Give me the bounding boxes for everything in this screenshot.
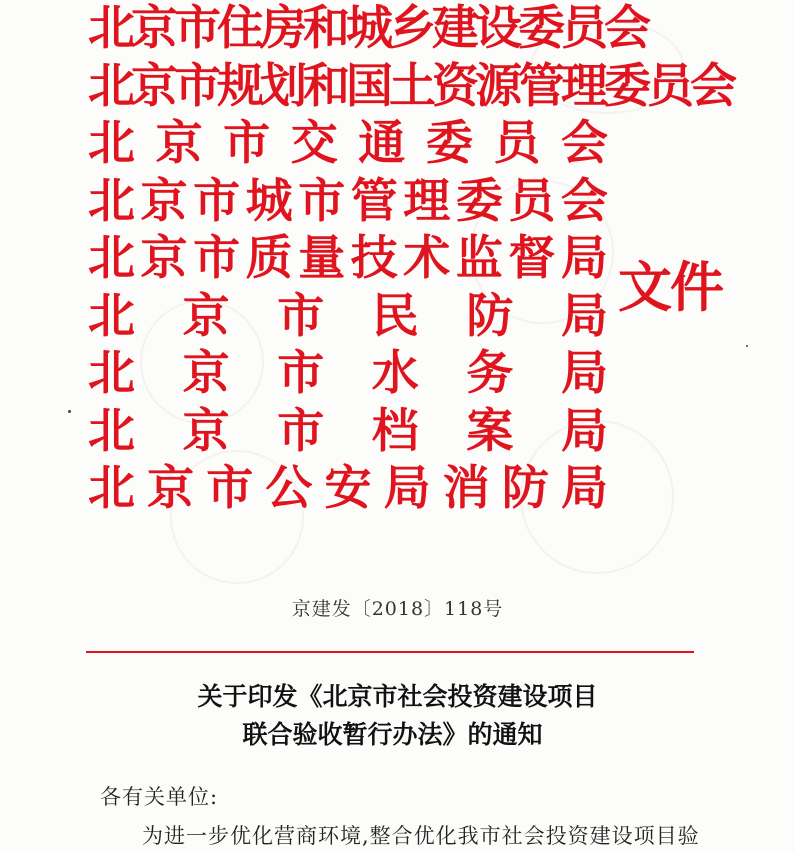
agency-char: 局 <box>560 231 608 286</box>
red-divider <box>86 651 694 653</box>
agency-line <box>88 345 608 403</box>
agency-char: 局 <box>561 461 608 516</box>
agency-char: 委 <box>425 116 473 171</box>
agency-char: 设 <box>475 1 522 56</box>
agency-char: 员 <box>493 116 541 171</box>
agency-char: 京 <box>131 58 178 114</box>
agency-char: 城 <box>245 173 293 229</box>
agency-char: 北 <box>88 231 135 286</box>
agency-char: 会 <box>690 58 737 114</box>
agency-char: 市 <box>206 461 254 516</box>
agency-char: 北 <box>88 461 135 516</box>
document-number: 京建发〔2018〕118号 <box>291 598 504 620</box>
agency-char: 管 <box>350 173 398 229</box>
agency-char: 公 <box>265 461 313 516</box>
agency-char: 和 <box>303 58 350 114</box>
agency-char: 京 <box>147 461 195 516</box>
agency-char: 市 <box>193 173 241 229</box>
agency-char: 京 <box>182 346 230 401</box>
document-title <box>0 678 795 754</box>
agency-char: 国 <box>346 58 393 114</box>
title-line-1: 关于印发《北京市社会投资建设项目 <box>197 682 598 711</box>
agency-char: 案 <box>466 403 514 459</box>
agency-char: 房 <box>260 1 307 56</box>
agency-char: 乡 <box>389 1 436 56</box>
scan-speck <box>746 345 748 347</box>
agency-line <box>88 115 608 173</box>
agency-char: 土 <box>389 58 436 114</box>
agency-char: 市 <box>223 116 271 171</box>
agency-char: 市 <box>174 58 221 114</box>
agency-char: 市 <box>277 346 325 401</box>
body-paragraph: 为进一步优化营商环境,整合优化我市社会投资建设项目验 <box>142 824 700 848</box>
agency-line <box>88 0 651 58</box>
agency-char: 交 <box>290 116 338 171</box>
agency-char: 安 <box>324 461 372 516</box>
agency-char: 量 <box>298 231 346 286</box>
agency-char: 消 <box>442 461 490 516</box>
agency-char: 员 <box>508 173 556 229</box>
agency-char: 管 <box>518 58 565 114</box>
agency-char: 北 <box>88 173 135 229</box>
agency-char: 员 <box>647 58 694 114</box>
agency-char: 委 <box>518 1 565 56</box>
agency-line <box>88 173 608 231</box>
agency-char: 局 <box>560 288 608 344</box>
agency-char: 局 <box>560 346 608 401</box>
agency-char: 城 <box>346 1 393 56</box>
agency-char: 京 <box>182 288 230 344</box>
agency-line <box>88 403 608 461</box>
agency-char: 京 <box>182 403 230 459</box>
agency-char: 务 <box>466 346 514 401</box>
agency-char: 术 <box>403 231 451 286</box>
agency-char: 理 <box>403 173 451 229</box>
title-line-2: 联合验收暂行办法》的通知 <box>242 720 543 749</box>
agency-char: 京 <box>140 231 188 286</box>
agency-char: 通 <box>358 116 406 171</box>
agency-char: 监 <box>455 231 503 286</box>
agency-char: 防 <box>466 288 514 344</box>
salutation: 各有关单位: <box>100 785 219 809</box>
agency-char: 档 <box>371 403 419 459</box>
agency-char: 市 <box>174 1 221 56</box>
document-suffix: 文件 <box>618 255 722 319</box>
agency-char: 北 <box>88 1 135 56</box>
agency-char: 划 <box>260 58 307 114</box>
agency-char: 北 <box>88 58 135 114</box>
agency-char: 北 <box>88 346 135 401</box>
agency-char: 京 <box>131 1 178 56</box>
agency-char: 会 <box>560 173 608 229</box>
agency-char: 会 <box>560 116 608 171</box>
agency-char: 理 <box>561 58 608 114</box>
agency-char: 规 <box>217 58 264 114</box>
agency-line <box>88 230 608 288</box>
agency-char: 京 <box>155 116 203 171</box>
agency-char: 北 <box>88 116 135 171</box>
agency-char: 市 <box>277 288 325 344</box>
agency-char: 技 <box>350 231 398 286</box>
agency-char: 质 <box>245 231 293 286</box>
agency-char: 建 <box>432 1 479 56</box>
agency-char: 督 <box>508 231 556 286</box>
agency-char: 局 <box>560 403 608 459</box>
agency-char: 住 <box>217 1 264 56</box>
agency-char: 委 <box>604 58 651 114</box>
agency-char: 委 <box>455 173 503 229</box>
agency-line <box>88 58 737 116</box>
agency-char: 水 <box>371 346 419 401</box>
agency-char: 民 <box>371 288 419 344</box>
agency-line <box>88 288 608 346</box>
agency-char: 会 <box>604 1 651 56</box>
agency-char: 资 <box>432 58 479 114</box>
agency-char: 员 <box>561 1 608 56</box>
agency-char: 市 <box>193 231 241 286</box>
agency-char: 源 <box>475 58 522 114</box>
agency-char: 市 <box>298 173 346 229</box>
agency-char: 北 <box>88 403 135 459</box>
agency-line <box>88 460 608 518</box>
agency-char: 和 <box>303 1 350 56</box>
agency-char: 京 <box>140 173 188 229</box>
agency-char: 局 <box>383 461 431 516</box>
agency-char: 北 <box>88 288 135 344</box>
agency-char: 防 <box>501 461 549 516</box>
scan-speck <box>68 410 71 413</box>
agency-char: 市 <box>277 403 325 459</box>
